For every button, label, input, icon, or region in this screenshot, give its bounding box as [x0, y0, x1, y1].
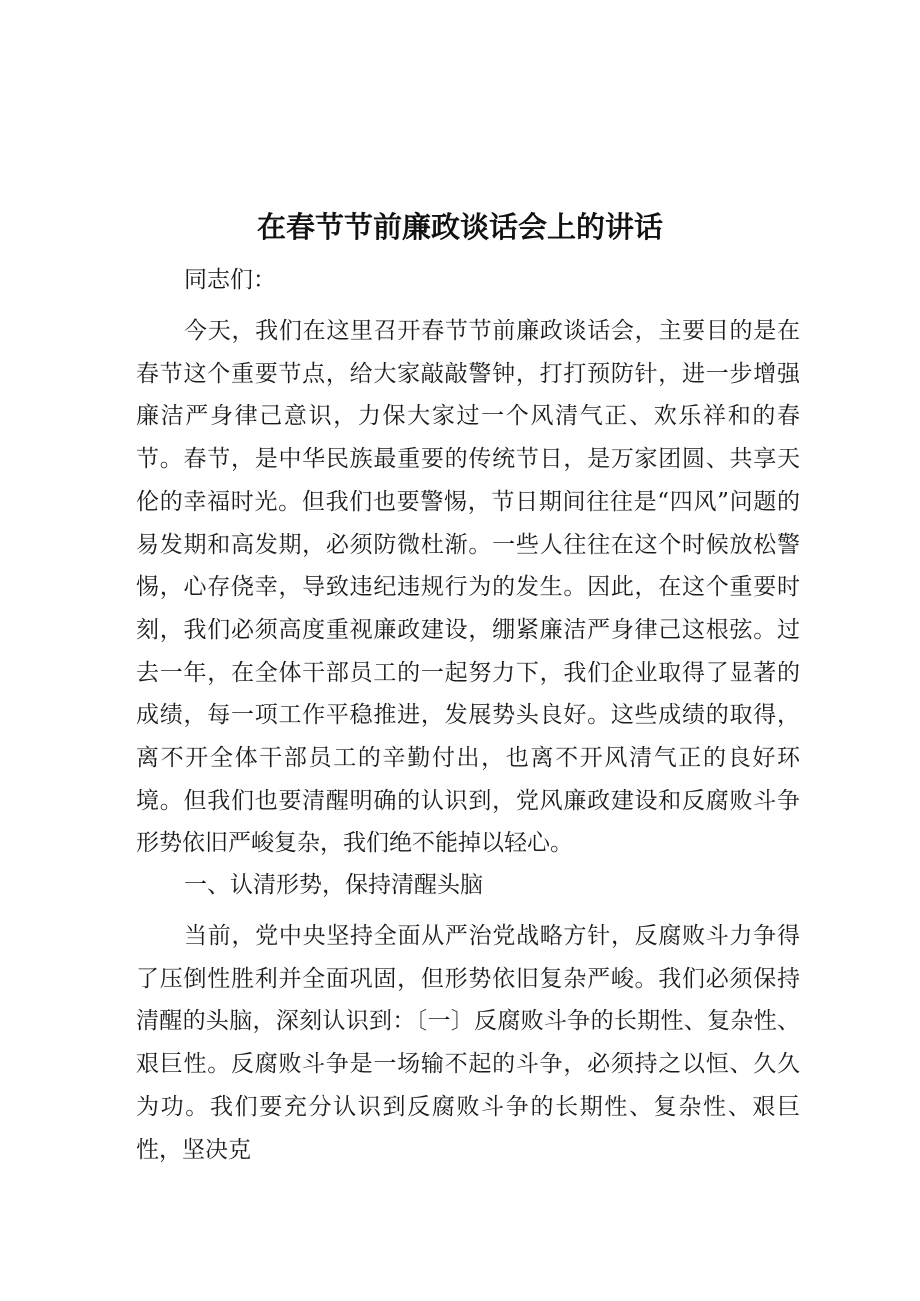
- paragraph-situation: 当前，党中央坚持全面从严治党战略方针，反腐败斗力争得了压倒性胜利并全面巩固，但形势依旧复杂严峻。我们必须保持清醒的头脑，深刻认识到：〔一〕反腐败斗争的长期性、复杂性、艰巨性。反腐败斗争是一场输不起的斗争，必须持之以恒、久久为功。我们要充分认识到反腐败斗争的长期性、复杂性、艰巨性，坚决克: [136, 923, 800, 1163]
- document-title: 在春节节前廉政谈话会上的讲话: [256, 210, 663, 244]
- paragraph-intro: 今天，我们在这里召开春节节前廉政谈话会，主要目的是在春节这个重要节点，给大家敲敲警钟，打打预防针，进一步增强廉洁严身律己意识，力保大家过一个风清气正、欢乐祥和的春节。春节，是中华民族最重要的传统节日，是万家团圆、共享天伦的幸福时光。但我们也要警惕，节日期间往往是“四风”问题的易发期和高发期，必须防微杜渐。一些人往往在这个时候放松警惕，心存侥幸，导致违纪违规行为的发生。因此，在这个重要时刻，我们必须高度重视廉政建设，绷紧廉洁严身律己这根弦。过去一年，在全体干部员工的一起努力下，我们企业取得了显著的成绩，每一项工作平稳推进，发展势头良好。这些成绩的取得，离不开全体干部员工的辛勤付出，也离不开风清气正的良好环境。但我们也要清醒明确的认识到，党风廉政建设和反腐败斗争形势依旧严峻复杂，我们绝不能掉以轻心。: [136, 318, 800, 857]
- salutation: 同志们：: [184, 267, 276, 293]
- section-heading: 一、认清形势，保持清醒头脑: [184, 872, 483, 898]
